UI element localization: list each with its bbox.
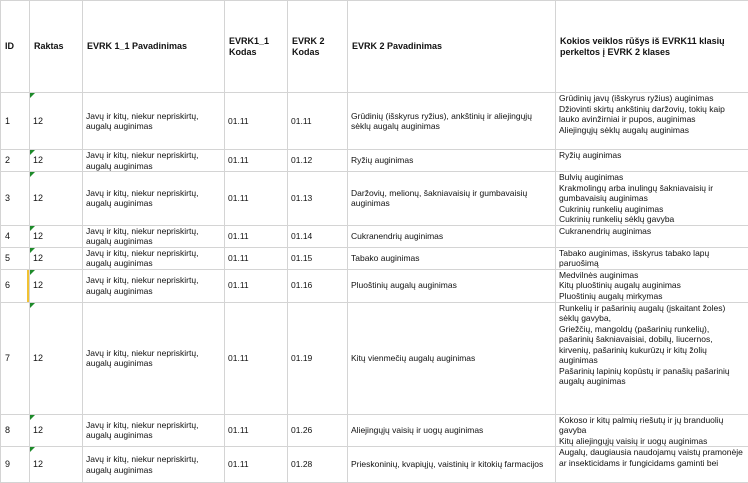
cell-evrk11-code[interactable] [225, 93, 288, 150]
cell-id[interactable] [1, 93, 30, 150]
cell-text: 01.13 [291, 193, 345, 204]
cell-line: Kitų aliejingųjų vaisių ir uogų auginimas [559, 436, 746, 447]
cell-evrk11-name[interactable] [83, 172, 225, 226]
cell-evrk2-name[interactable] [348, 414, 556, 447]
column-header-moved[interactable]: Kokios veiklos rūšys iš EVRK11 klasių perkeltos į EVRK 2 klases [556, 1, 748, 93]
column-header-evrk2-name[interactable]: EVRK 2 Pavadinimas [348, 1, 556, 93]
cell-text: 12 [33, 231, 80, 242]
column-header-evrk11-name[interactable]: EVRK 1_1 Pavadinimas [83, 1, 225, 93]
column-header-id[interactable]: ID [1, 1, 30, 93]
cell-line: Cukrinių runkelių auginimas [559, 204, 746, 215]
cell-line: Runkelių ir pašarinių augalų (įskaitant žoles) sėklų gavyba, [559, 303, 746, 324]
cell-text: Cukranendrių auginimas [351, 231, 553, 242]
cell-text: Javų ir kitų, niekur nepriskirtų, augalų auginimas [86, 226, 222, 247]
cell-evrk11-code[interactable] [225, 414, 288, 447]
cell-moved-activities[interactable] [556, 172, 748, 226]
cell-text: 1 [5, 116, 27, 127]
table-row[interactable] [1, 269, 748, 302]
cell-evrk2-code[interactable] [288, 172, 348, 226]
cell-text: 12 [33, 116, 80, 127]
comment-indicator-icon [30, 172, 35, 177]
cell-line: Augalų, daugiausia naudojamų vaistų pramonėje ar insekticidams ir fungicidams gaminti bei [559, 447, 746, 468]
cell-text: 01.16 [291, 280, 345, 291]
cell-evrk11-code[interactable] [225, 302, 288, 414]
cell-raktas[interactable] [30, 447, 83, 483]
comment-indicator-icon [30, 270, 35, 275]
cell-text: 01.11 [291, 116, 345, 127]
cell-text: 01.11 [228, 116, 285, 127]
cell-text: 01.11 [228, 353, 285, 364]
cell-text: 5 [5, 253, 27, 264]
table-row[interactable] [1, 225, 748, 247]
cell-id[interactable] [1, 302, 30, 414]
cell-text: Javų ir kitų, niekur nepriskirtų, augalų auginimas [86, 248, 222, 269]
cell-raktas[interactable] [30, 172, 83, 226]
cell-moved-activities[interactable] [556, 247, 748, 269]
cell-raktas[interactable] [30, 225, 83, 247]
cell-text: Javų ir kitų, niekur nepriskirtų, augalų auginimas [86, 454, 222, 475]
cell-text: 12 [33, 459, 80, 470]
cell-evrk2-code[interactable] [288, 269, 348, 302]
cell-evrk2-name[interactable] [348, 269, 556, 302]
cell-id[interactable] [1, 269, 30, 302]
cell-text: 01.11 [228, 253, 285, 264]
cell-text: 01.11 [228, 193, 285, 204]
cell-evrk11-code[interactable] [225, 172, 288, 226]
cell-evrk11-name[interactable] [83, 414, 225, 447]
comment-indicator-icon [30, 415, 35, 420]
cell-evrk2-name[interactable] [348, 93, 556, 150]
cell-evrk2-name[interactable] [348, 150, 556, 172]
cell-text: 4 [5, 231, 27, 242]
column-header-evrk11-code[interactable]: EVRK1_1 Kodas [225, 1, 288, 93]
cell-line: Kitų pluoštinių augalų auginimas [559, 280, 746, 291]
cell-evrk2-code[interactable] [288, 225, 348, 247]
cell-evrk2-code[interactable] [288, 247, 348, 269]
cell-text: Ryžių auginimas [351, 155, 553, 166]
cell-line: Tabako auginimas, išskyrus tabako lapų paruošimą [559, 248, 746, 269]
cell-raktas[interactable] [30, 150, 83, 172]
cell-raktas[interactable] [30, 93, 83, 150]
cell-text: 12 [33, 155, 80, 166]
cell-line: Džiovinti skirtų ankštinių daržovių, tokių kaip lauko avinžirniai ir pupos, auginimas [559, 104, 746, 125]
cell-text: 01.11 [228, 231, 285, 242]
cell-id[interactable] [1, 247, 30, 269]
comment-indicator-icon [30, 303, 35, 308]
cell-text: Daržovių, melionų, šakniavaisių ir gumbavaisių auginimas [351, 188, 553, 209]
cell-line: Ryžių auginimas [559, 150, 746, 161]
cell-text: 9 [5, 459, 27, 470]
cell-evrk2-name[interactable] [348, 172, 556, 226]
cell-evrk2-code[interactable] [288, 414, 348, 447]
table-row[interactable] [1, 447, 748, 483]
comment-indicator-icon [30, 447, 35, 452]
cell-text: 12 [33, 253, 80, 264]
cell-text: 01.28 [291, 459, 345, 470]
table-row[interactable] [1, 247, 748, 269]
cell-evrk11-name[interactable] [83, 247, 225, 269]
cell-evrk2-name[interactable] [348, 447, 556, 483]
table-row[interactable] [1, 302, 748, 414]
cell-moved-activities[interactable] [556, 150, 748, 172]
cell-text: 01.11 [228, 280, 285, 291]
cell-line: Grūdinių javų (išskyrus ryžius) auginimas [559, 93, 746, 104]
cell-id[interactable] [1, 414, 30, 447]
cell-text: 01.15 [291, 253, 345, 264]
comment-indicator-icon [30, 226, 35, 231]
cell-evrk2-code[interactable] [288, 302, 348, 414]
cell-line: Krakmolingų arba inulingų šakniavaisių ir gumbavaisių auginimas [559, 183, 746, 204]
cell-moved-activities[interactable] [556, 225, 748, 247]
cell-text: Javų ir kitų, niekur nepriskirtų, augalų auginimas [86, 188, 222, 209]
cell-line: Griežčių, mangoldų (pašarinių runkelių), pašarinių šakniavaisiai, dobilų, liucernos, kirvenių, pašarinių kukurūzų ir kitų žolių auginimas [559, 324, 746, 366]
cell-text: 01.11 [228, 425, 285, 436]
table-row[interactable] [1, 150, 748, 172]
cell-evrk2-name[interactable] [348, 225, 556, 247]
cell-evrk2-code[interactable] [288, 150, 348, 172]
cell-evrk2-name[interactable] [348, 247, 556, 269]
cell-text: Javų ir kitų, niekur nepriskirtų, augalų auginimas [86, 420, 222, 441]
cell-text: 12 [33, 193, 80, 204]
cell-line: Bulvių auginimas [559, 172, 746, 183]
table-row[interactable] [1, 93, 748, 150]
cell-line: Aliejingųjų sėklų augalų auginimas [559, 125, 746, 136]
cell-raktas[interactable] [30, 302, 83, 414]
cell-text: 7 [5, 353, 27, 364]
cell-id[interactable] [1, 225, 30, 247]
comment-indicator-icon [30, 93, 35, 98]
table-row[interactable] [1, 414, 748, 447]
column-header-evrk2-code[interactable]: EVRK 2 Kodas [288, 1, 348, 93]
cell-evrk11-code[interactable] [225, 269, 288, 302]
cell-raktas[interactable] [30, 269, 83, 302]
cell-text: 01.26 [291, 425, 345, 436]
comment-indicator-icon [30, 150, 35, 155]
cell-id[interactable] [1, 447, 30, 483]
cell-id[interactable] [1, 150, 30, 172]
cell-text: Kitų vienmečių augalų auginimas [351, 353, 553, 364]
cell-text: Pluoštinių augalų auginimas [351, 280, 553, 291]
cell-line: Cukrinių runkelių sėklų gavyba [559, 214, 746, 225]
cell-raktas[interactable] [30, 414, 83, 447]
cell-text: Javų ir kitų, niekur nepriskirtų, augalų auginimas [86, 275, 222, 296]
cell-evrk11-code[interactable] [225, 225, 288, 247]
cell-evrk11-name[interactable] [83, 302, 225, 414]
cell-text: Javų ir kitų, niekur nepriskirtų, augalų auginimas [86, 348, 222, 369]
cell-evrk2-name[interactable] [348, 302, 556, 414]
cell-text: 12 [33, 353, 80, 364]
cell-text: Javų ir kitų, niekur nepriskirtų, augalų auginimas [86, 111, 222, 132]
cell-evrk11-name[interactable] [83, 447, 225, 483]
cell-evrk11-code[interactable] [225, 150, 288, 172]
cell-text: Aliejingųjų vaisių ir uogų auginimas [351, 425, 553, 436]
cell-text: Prieskoninių, kvapiųjų, vaistinių ir kitokių farmacijos [351, 459, 553, 470]
column-header-raktas[interactable]: Raktas [30, 1, 83, 93]
cell-moved-activities[interactable] [556, 414, 748, 447]
cell-evrk2-code[interactable] [288, 447, 348, 483]
cell-moved-activities[interactable] [556, 447, 748, 483]
cell-moved-activities[interactable] [556, 302, 748, 414]
cell-evrk11-name[interactable] [83, 225, 225, 247]
cell-text: 12 [33, 425, 80, 436]
cell-text: Grūdinių (išskyrus ryžius), ankštinių ir aliejingųjų sėklų augalų auginimas [351, 111, 553, 132]
cell-text: 3 [5, 193, 27, 204]
cell-evrk11-name[interactable] [83, 269, 225, 302]
cell-line: Pluoštinių augalų mirkymas [559, 291, 746, 302]
table-row[interactable] [1, 172, 748, 226]
cell-evrk11-name[interactable] [83, 93, 225, 150]
cell-evrk11-name[interactable] [83, 150, 225, 172]
cell-raktas[interactable] [30, 247, 83, 269]
cell-text: 01.11 [228, 459, 285, 470]
cell-text: 8 [5, 425, 27, 436]
cell-line: Kokoso ir kitų palmių riešutų ir jų branduolių gavyba [559, 415, 746, 436]
cell-text: 01.11 [228, 155, 285, 166]
table-body [1, 93, 748, 483]
cell-line: Cukranendrių auginimas [559, 226, 746, 237]
cell-evrk2-code[interactable] [288, 93, 348, 150]
cell-text: 01.12 [291, 155, 345, 166]
cell-text: 6 [5, 280, 27, 291]
cell-evrk11-code[interactable] [225, 447, 288, 483]
comment-indicator-icon [30, 248, 35, 253]
cell-text: 01.14 [291, 231, 345, 242]
cell-moved-activities[interactable] [556, 93, 748, 150]
cell-text: 2 [5, 155, 27, 166]
header-row [1, 1, 748, 93]
cell-line: Pašarinių lapinių kopūstų ir panašių pašarinių augalų auginimas [559, 366, 746, 387]
cell-text: 12 [33, 280, 80, 291]
cell-line: Medvilnės auginimas [559, 270, 746, 281]
cell-evrk11-code[interactable] [225, 247, 288, 269]
cell-id[interactable] [1, 172, 30, 226]
cell-text: Tabako auginimas [351, 253, 553, 264]
cell-text: Javų ir kitų, niekur nepriskirtų, augalų auginimas [86, 150, 222, 171]
cell-moved-activities[interactable] [556, 269, 748, 302]
cell-text: 01.19 [291, 353, 345, 364]
